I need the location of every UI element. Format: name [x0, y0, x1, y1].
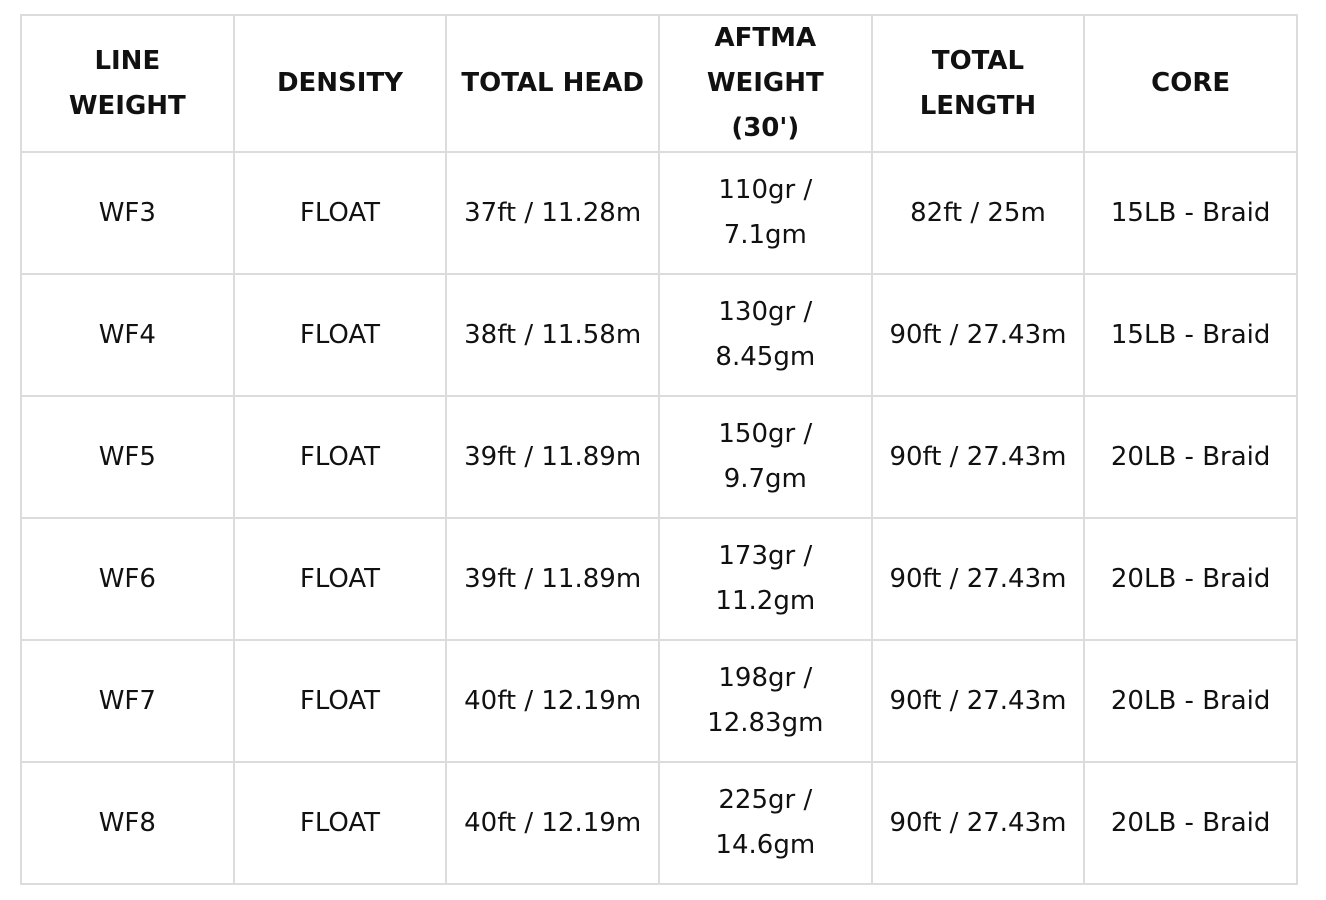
header-density [234, 15, 447, 152]
aftma-grains: 110gr / [718, 175, 813, 205]
cell-line-weight: WF8 [21, 762, 234, 884]
cell-density: FLOAT [234, 762, 447, 884]
cell-core: 20LB - Braid [1084, 518, 1297, 640]
table-header [21, 15, 1297, 152]
aftma-grains: 198gr / [718, 663, 813, 693]
cell-total-head: 40ft / 12.19m [446, 640, 659, 762]
cell-total-length: 90ft / 27.43m [872, 640, 1085, 762]
aftma-grains: 130gr / [718, 297, 813, 327]
spec-table-container [20, 14, 1298, 885]
header-total-head [446, 15, 659, 152]
cell-line-weight: WF3 [21, 152, 234, 274]
cell-total-length: 90ft / 27.43m [872, 518, 1085, 640]
cell-density: FLOAT [234, 274, 447, 396]
cell-aftma-weight [659, 152, 872, 274]
cell-line-weight: WF4 [21, 274, 234, 396]
aftma-grains: 150gr / [718, 419, 813, 449]
aftma-grams: 14.6gm [715, 830, 816, 860]
aftma-grains: 173gr / [718, 541, 813, 571]
header-text-line1: LINE [94, 45, 161, 76]
header-core [1084, 15, 1297, 152]
cell-total-head: 38ft / 11.58m [446, 274, 659, 396]
cell-aftma-weight [659, 640, 872, 762]
cell-density: FLOAT [234, 152, 447, 274]
aftma-grams: 12.83gm [707, 708, 824, 738]
cell-core: 20LB - Braid [1084, 762, 1297, 884]
cell-total-length: 82ft / 25m [872, 152, 1085, 274]
cell-total-head: 40ft / 12.19m [446, 762, 659, 884]
table-row [21, 396, 1297, 518]
cell-line-weight: WF7 [21, 640, 234, 762]
cell-aftma-weight [659, 518, 872, 640]
header-text-line1: TOTAL HEAD [461, 68, 644, 98]
table-body [21, 152, 1297, 884]
header-text-line1: TOTAL [931, 45, 1025, 76]
cell-total-length: 90ft / 27.43m [872, 762, 1085, 884]
cell-density: FLOAT [234, 518, 447, 640]
cell-aftma-weight [659, 274, 872, 396]
header-text-line2: WEIGHT [68, 90, 186, 121]
cell-line-weight: WF5 [21, 396, 234, 518]
cell-core: 20LB - Braid [1084, 640, 1297, 762]
header-total-length [872, 15, 1085, 152]
header-text-line2: LENGTH [919, 90, 1037, 121]
header-row [21, 15, 1297, 152]
header-text-line1: CORE [1151, 68, 1231, 98]
aftma-grams: 8.45gm [715, 342, 816, 372]
header-text-line2: WEIGHT (30') [706, 68, 824, 143]
aftma-grams: 7.1gm [723, 220, 807, 250]
table-row [21, 762, 1297, 884]
aftma-grams: 11.2gm [715, 586, 816, 616]
header-text-line1: AFTMA [714, 23, 817, 53]
table-row [21, 640, 1297, 762]
cell-density: FLOAT [234, 396, 447, 518]
cell-total-head: 39ft / 11.89m [446, 396, 659, 518]
cell-aftma-weight [659, 762, 872, 884]
line-spec-table [20, 14, 1298, 885]
cell-total-head: 37ft / 11.28m [446, 152, 659, 274]
table-row [21, 518, 1297, 640]
table-row [21, 152, 1297, 274]
table-row [21, 274, 1297, 396]
cell-core: 15LB - Braid [1084, 152, 1297, 274]
cell-total-head: 39ft / 11.89m [446, 518, 659, 640]
header-aftma-weight [659, 15, 872, 152]
header-text-line1: DENSITY [276, 68, 404, 98]
cell-total-length: 90ft / 27.43m [872, 274, 1085, 396]
cell-density: FLOAT [234, 640, 447, 762]
aftma-grams: 9.7gm [723, 464, 807, 494]
aftma-grains: 225gr / [718, 785, 813, 815]
cell-core: 20LB - Braid [1084, 396, 1297, 518]
cell-line-weight: WF6 [21, 518, 234, 640]
cell-aftma-weight [659, 396, 872, 518]
cell-core: 15LB - Braid [1084, 274, 1297, 396]
header-line-weight [21, 15, 234, 152]
cell-total-length: 90ft / 27.43m [872, 396, 1085, 518]
